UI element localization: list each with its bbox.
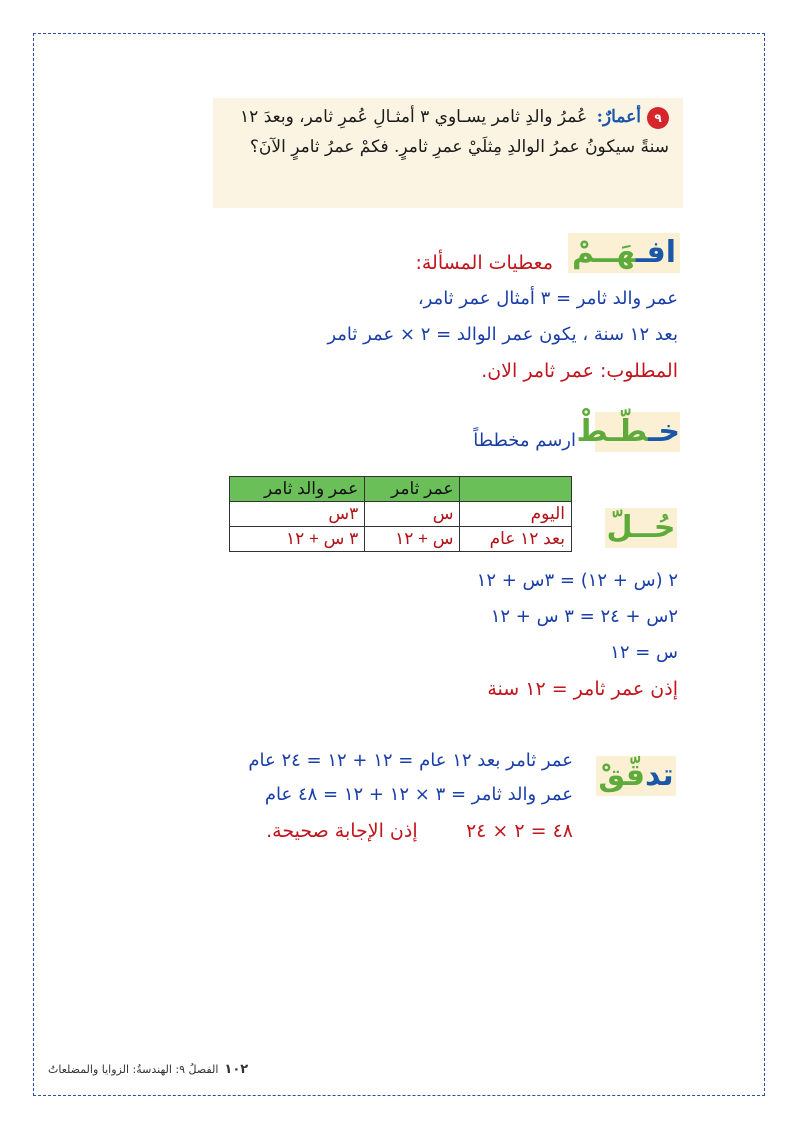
- table-cell: ٣س: [230, 502, 365, 527]
- given-line-1: عمر والد ثامر = ٣ أمثال عمر ثامر،: [417, 288, 678, 309]
- solve-line-4: إذن عمر ثامر = ١٢ سنة: [487, 678, 678, 700]
- table-cell: ٣ س + ١٢: [230, 527, 365, 552]
- table-cell: اليوم: [460, 502, 572, 527]
- problem-number: ٩: [647, 107, 669, 129]
- check-line-1: عمر ثامر بعد ١٢ عام = ١٢ + ١٢ = ٢٤ عام: [248, 750, 573, 771]
- plan-badge: [576, 412, 680, 452]
- check-badge-blue: تد: [645, 758, 674, 793]
- problem-box: [213, 98, 683, 208]
- table-header: عمر ثامر: [365, 477, 460, 502]
- understand-badge: [568, 233, 680, 273]
- solve-line-3: س = ١٢: [610, 642, 678, 663]
- table-header-row: [230, 477, 572, 502]
- table-cell: س: [365, 502, 460, 527]
- table-cell: س + ١٢: [365, 527, 460, 552]
- page-footer: [48, 1062, 248, 1077]
- problem-keyword: أعمارٌ:: [596, 107, 641, 127]
- chapter-title: الفصلُ ٩: الهندسةُ: الزوايا والمضلعاتُ: [48, 1063, 219, 1076]
- plan-heading: ارسم مخططاً: [473, 430, 576, 451]
- table-row: [230, 527, 572, 552]
- problem-text: عُمرُ والدِ ثامر يسـاوي ٣ أمثـالِ عُمرِ ثامر، وبعدَ ١٢ سنةً سيكونُ عمرُ الوالدِ مِثلَيْ عمرِ ثامرٍ. فكمْ عمرُ ثامرٍ الآنَ؟: [240, 107, 669, 157]
- table-row: [230, 502, 572, 527]
- understand-heading: معطيات المسألة:: [415, 252, 553, 274]
- page-number: ١٠٢: [224, 1062, 249, 1077]
- table-header: عمر والد ثامر: [230, 477, 365, 502]
- understand-badge-blue: افـ: [635, 235, 677, 270]
- check-line-3: ٤٨ = ٢ × ٢٤ إذن الإجابة صحيحة.: [266, 820, 573, 842]
- solve-line-2: ٢س + ٢٤ = ٣ س + ١٢: [490, 606, 678, 627]
- solve-line-1: ٢ (س + ١٢) = ٣س + ١٢: [476, 570, 678, 591]
- check-badge-green: قّقْ: [598, 758, 646, 793]
- plan-badge-blue: خـ: [648, 414, 680, 449]
- table-cell: بعد ١٢ عام: [460, 527, 572, 552]
- given-line-2: بعد ١٢ سنة ، يكون عمر الوالد = ٢ × عمر ثامر: [327, 324, 678, 345]
- check-badge: [596, 756, 676, 796]
- understand-badge-green: هَــمْ: [571, 235, 636, 270]
- required-line: المطلوب: عمر ثامر الان.: [481, 360, 678, 382]
- check-line-2: عمر والد ثامر = ٣ × ١٢ + ١٢ = ٤٨ عام: [264, 784, 573, 805]
- solve-badge: حُــلّ: [605, 508, 677, 548]
- plan-table: [229, 476, 572, 552]
- plan-badge-green: طّـطْ: [576, 414, 649, 449]
- table-header: [460, 477, 572, 502]
